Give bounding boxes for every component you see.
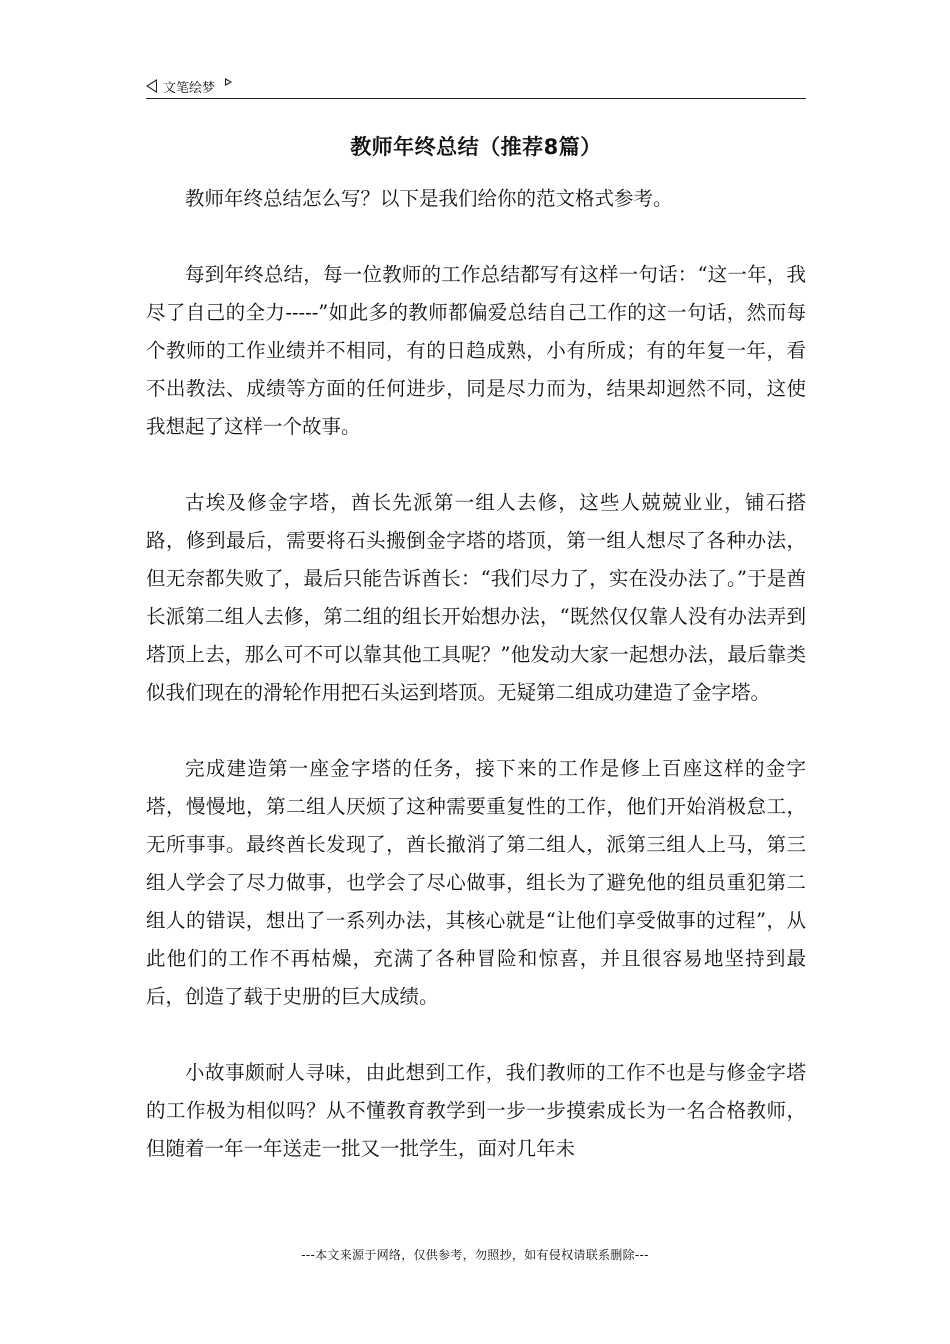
paragraph: 完成建造第一座金字塔的任务，接下来的工作是修上百座这样的金字塔，慢慢地，第二组人厌烦了这种需要重复性的工作，他们开始消极怠工，无所事事。最终酋长发现了，酋长撤消了第二组人，派第三组人上马，第三组人学会了尽力做事，也学会了尽心做事，组长为了避免他的组员重犯第二组人的错误，想出了一系列办法，其核心就是“让他们享受做事的过程”，从此他们的工作不再枯燥，充满了各种冒险和惊喜，并且很容易地坚持到最后，创造了载于史册的巨大成绩。 [146, 757, 806, 1008]
page-header [146, 74, 806, 99]
triangle-left-icon [146, 79, 157, 93]
paragraph: 每到年终总结，每一位教师的工作总结都写有这样一句话：“这一年，我尽了自己的全力-----”如此多的教师都偏爱总结自己工作的这一句话，然而每个教师的工作业绩并不相同，有的日趋成熟，小有所成；有的年复一年，看不出教法、成绩等方面的任何进步，同是尽力而为，结果却迥然不同，这使我想起了这样一个故事。 [146, 263, 806, 438]
document-title: 教师年终总结（推荐8篇） [350, 135, 602, 159]
paragraph-intro: 教师年终总结怎么写？以下是我们给你的范文格式参考。 [185, 187, 673, 210]
page-footer: ---本文来源于网络，仅供参考，勿照抄，如有侵权请联系删除--- [301, 1248, 649, 1262]
paragraph: 小故事颇耐人寻味，由此想到工作，我们教师的工作不也是与修金字塔的工作极为相似吗？从不懂教育教学到一步一步摸索成长为一名合格教师，但随着一年一年送走一批又一批学生，面对几年未 [146, 1061, 806, 1160]
triangle-right-icon [225, 78, 232, 86]
document-body [146, 180, 806, 1206]
paragraph: 古埃及修金字塔，酋长先派第一组人去修，这些人兢兢业业，铺石搭路，修到最后，需要将石头搬倒金字塔的塔顶，第一组人想尽了各种办法，但无奈都失败了，最后只能告诉酋长：“我们尽力了，实在没办法了。”于是酋长派第二组人去修，第二组的组长开始想办法，“既然仅仅靠人没有办法弄到塔顶上去，那么可不可以靠其他工具呢？”他发动大家一起想办法，最后靠类似我们现在的滑轮作用把石头运到塔顶。无疑第二组成功建造了金字塔。 [146, 491, 806, 704]
brand-name: 文笔绘梦 [163, 80, 216, 96]
